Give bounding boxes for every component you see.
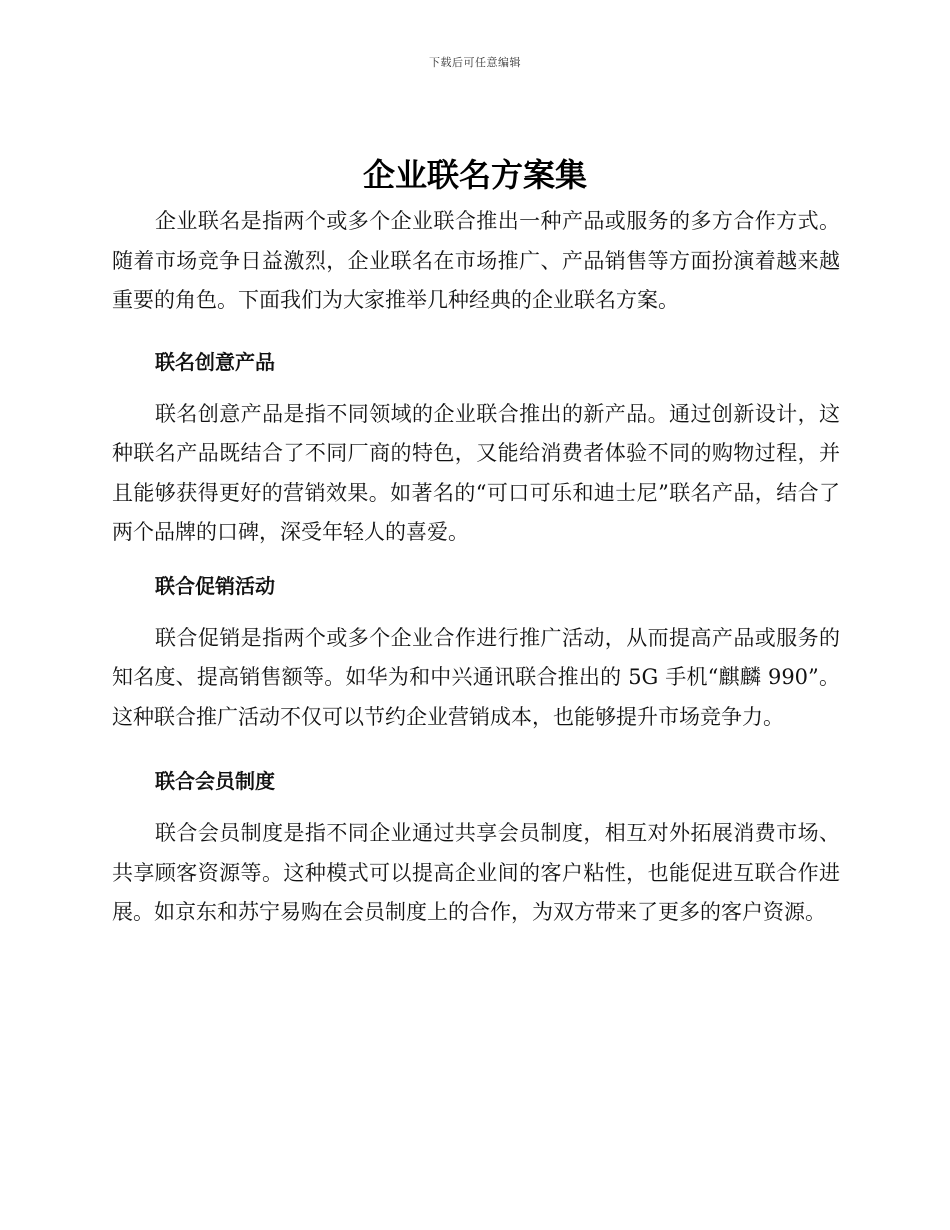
section-heading-joint-membership: 联合会员制度 — [155, 769, 275, 793]
section-heading-joint-promotion: 联合促销活动 — [155, 573, 275, 598]
section-heading-co-branded-products: 联名创意产品 — [155, 349, 275, 374]
header-note: 下载后可任意编辑 — [429, 56, 521, 69]
document-title: 企业联名方案集 — [362, 156, 587, 194]
section-paragraph-joint-promotion: 联合促销是指两个或多个企业合作进行推广活动，从而提高产品或服务的知名度、提高销售额等。如华为和中兴通讯联合推出的 5G 手机“麒麟 990”。这种联合推广活动不仅可以节约企业营销成本，也能够提升市场竞争力。 — [112, 625, 840, 729]
intro-paragraph: 企业联名是指两个或多个企业联合推出一种产品或服务的多方合作方式。随着市场竞争日益激烈，企业联名在市场推广、产品销售等方面扮演着越来越重要的角色。下面我们为大家推举几种经典的企业联名方案。 — [112, 209, 840, 312]
section-paragraph-co-branded-products: 联名创意产品是指不同领域的企业联合推出的新产品。通过创新设计，这种联名产品既结合了不同厂商的特色，又能给消费者体验不同的购物过程，并且能够获得更好的营销效果。如著名的“可口可乐和迪士尼”联名产品，结合了两个品牌的口碑，深受年轻人的喜爱。 — [112, 401, 840, 544]
section-paragraph-joint-membership: 联合会员制度是指不同企业通过共享会员制度，相互对外拓展消费市场、共享顾客资源等。这种模式可以提高企业间的客户粘性，也能促进互联合作进展。如京东和苏宁易购在会员制度上的合作，为双方带来了更多的客户资源。 — [112, 821, 840, 924]
document-body — [112, 202, 840, 933]
